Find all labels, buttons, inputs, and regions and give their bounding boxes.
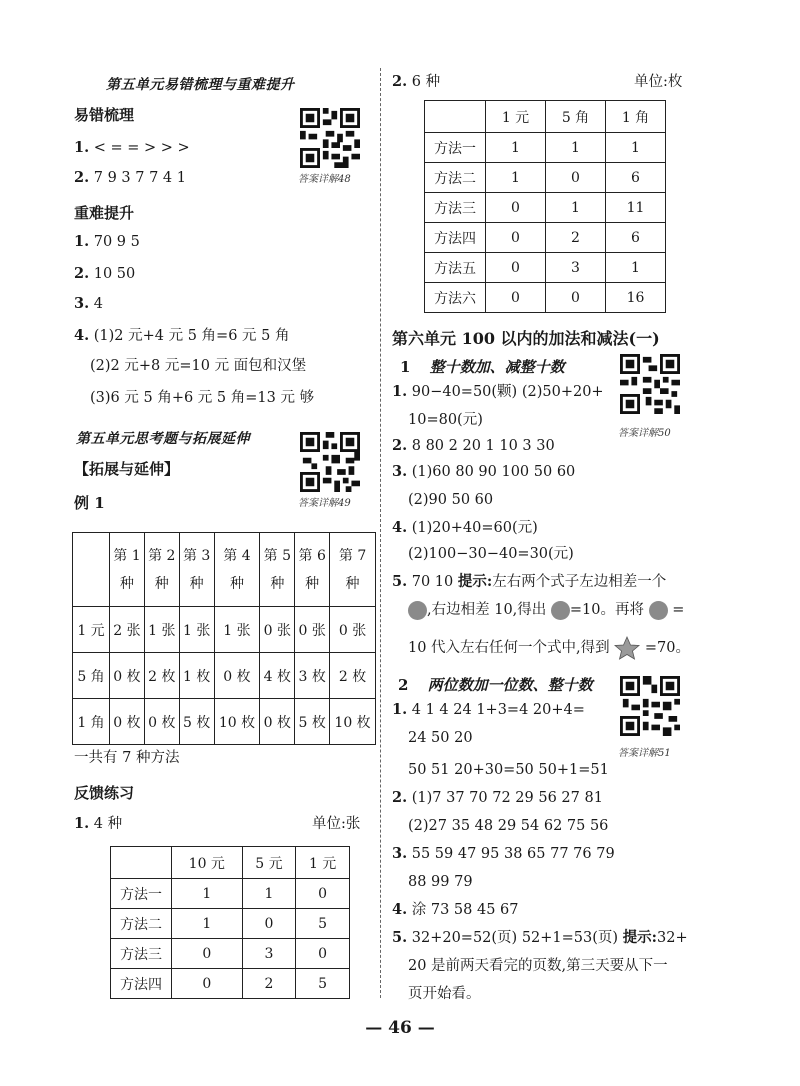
row-label: 方法一 (425, 133, 486, 163)
table-cell: 1 (606, 133, 666, 163)
table-cell: 1 张 (144, 607, 179, 653)
table-cell: 1 (486, 133, 546, 163)
table-header-row (425, 101, 666, 133)
feedback-answer-1: 1. 4 种 (74, 815, 123, 832)
table-corner-cell (111, 847, 172, 879)
table-header-cell: 第 3 种 (179, 533, 214, 607)
qr-code-49[interactable] (300, 432, 360, 492)
row-label: 方法三 (425, 193, 486, 223)
lesson1-answer-3a: 3. (1)60 80 90 100 50 60 (392, 463, 576, 480)
table-cell: 11 (606, 193, 666, 223)
table-cell: 0 枚 (214, 653, 260, 699)
table-header-cell: 1 元 (486, 101, 546, 133)
lesson1-answer-4a: 4. (1)20+40=60(元) (392, 519, 538, 536)
feedback-unit: 单位:张 (312, 816, 361, 832)
table-header-cell: 第 2 种 (144, 533, 179, 607)
table-row (111, 879, 350, 909)
table-cell: 1 (172, 909, 243, 939)
table-cell: 0 (172, 939, 243, 969)
table-cell: 3 (242, 939, 296, 969)
lesson2-answer-5b: 20 是前两天看完的页数,第三天要从下一 (408, 958, 668, 974)
hard-answer-4b: (2)2 元+8 元=10 元 面包和汉堡 (90, 358, 307, 374)
table-header-row (73, 533, 376, 607)
table-row (111, 909, 350, 939)
table-cell: 0 (486, 193, 546, 223)
section-title-unit5-errors: 第五单元易错梳理与重难提升 (106, 77, 295, 93)
lesson2-answer-2b: (2)27 35 48 29 54 62 75 56 (408, 818, 609, 834)
qr-code-51[interactable] (620, 676, 680, 736)
table-cell: 0 (296, 879, 350, 909)
table-cell: 0 (486, 253, 546, 283)
table-header-row (111, 847, 350, 879)
table-header-cell: 第 5 种 (260, 533, 295, 607)
table-cell: 6 (606, 223, 666, 253)
table-row (425, 283, 666, 313)
lesson1-answer-5a: 5. 70 10 提示:左右两个式子左边相差一个 (392, 573, 667, 590)
table-cell: 0 张 (295, 607, 330, 653)
table-cell: 1 (242, 879, 296, 909)
table-row (425, 223, 666, 253)
lesson2-answer-2a: 2. (1)7 37 70 72 29 56 27 81 (392, 789, 603, 806)
row-label: 方法一 (111, 879, 172, 909)
table-cell: 1 张 (179, 607, 214, 653)
table-cell: 4 枚 (260, 653, 295, 699)
table-cell: 0 枚 (110, 699, 145, 745)
lesson2-answer-5c: 页开始看。 (408, 986, 481, 1002)
table-header-cell: 1 角 (606, 101, 666, 133)
table-row (73, 653, 376, 699)
row-label: 1 元 (73, 607, 110, 653)
table-header-cell: 第 7 种 (330, 533, 376, 607)
right-unit: 单位:枚 (634, 74, 683, 90)
table-cell: 5 (296, 969, 350, 999)
heading-error-review: 易错梳理 (74, 106, 135, 124)
heading-feedback: 反馈练习 (74, 784, 135, 802)
table-cell: 0 张 (260, 607, 295, 653)
table-row (425, 133, 666, 163)
table-cell: 1 张 (214, 607, 260, 653)
table-cell: 2 枚 (144, 653, 179, 699)
lesson2-answer-1a: 1. 4 1 4 24 1+3=4 20+4= (392, 701, 585, 718)
table-cell: 0 (546, 283, 606, 313)
lesson2-answer-1c: 50 51 20+30=50 50+1=51 (408, 762, 609, 778)
row-label: 5 角 (73, 653, 110, 699)
table-cell: 0 张 (330, 607, 376, 653)
table-cell: 1 (606, 253, 666, 283)
table-cell: 5 (296, 909, 350, 939)
lesson2-answer-3b: 88 99 79 (408, 874, 473, 890)
table-cell: 10 枚 (214, 699, 260, 745)
table-cell: 1 (172, 879, 243, 909)
table-header-cell: 1 元 (296, 847, 350, 879)
table-cell: 0 枚 (144, 699, 179, 745)
table-row (73, 699, 376, 745)
table-cell: 1 (486, 163, 546, 193)
table-cell: 1 枚 (179, 653, 214, 699)
hard-answer-4c: (3)6 元 5 角+6 元 5 角=13 元 够 (90, 390, 315, 406)
table-cell: 2 (242, 969, 296, 999)
unit6-title: 第六单元 100 以内的加法和减法(一) (392, 329, 660, 348)
qr-caption-49: 答案详解49 (298, 498, 351, 509)
table-header-cell: 第 1 种 (110, 533, 145, 607)
page-number: — 46 — (365, 1018, 435, 1038)
table-cell: 0 枚 (260, 699, 295, 745)
table-cell: 0 (242, 909, 296, 939)
qr-caption-51: 答案详解51 (618, 748, 671, 759)
table-cell: 0 (546, 163, 606, 193)
table-cell: 2 (546, 223, 606, 253)
table-cell: 0 (486, 283, 546, 313)
table-cell: 0 (172, 969, 243, 999)
table-header-cell: 第 6 种 (295, 533, 330, 607)
table-cell: 1 (546, 133, 606, 163)
hard-answer-3: 3. 4 (74, 295, 103, 312)
table-cell: 6 (606, 163, 666, 193)
table-cell: 0 枚 (110, 653, 145, 699)
table-cell: 5 枚 (179, 699, 214, 745)
lesson1-answer-1a: 1. 90−40=50(颗) (2)50+20+ (392, 383, 604, 400)
row-label: 1 角 (73, 699, 110, 745)
table-cell: 0 (486, 223, 546, 253)
lesson1-answer-1b: 10=80(元) (408, 412, 483, 428)
example-table (72, 532, 376, 745)
qr-caption-48: 答案详解48 (298, 174, 351, 185)
gray-circle-icon (408, 601, 427, 620)
row-label: 方法四 (111, 969, 172, 999)
table-row (425, 253, 666, 283)
hard-answer-2: 2. 10 50 (74, 265, 136, 282)
star-icon (614, 636, 640, 660)
heading-extension: 【拓展与延伸】 (74, 460, 180, 478)
table-cell: 10 枚 (330, 699, 376, 745)
table-header-cell: 10 元 (172, 847, 243, 879)
table-header-cell: 5 元 (242, 847, 296, 879)
table-cell: 2 张 (110, 607, 145, 653)
lesson2-answer-1b: 24 50 20 (408, 730, 473, 746)
hard-answer-1: 1. 70 9 5 (74, 233, 140, 250)
table-row (111, 939, 350, 969)
row-label: 方法二 (425, 163, 486, 193)
lesson2-answer-5a: 5. 32+20=52(页) 52+1=53(页) 提示:32+ (392, 929, 688, 946)
table-row (425, 193, 666, 223)
section-title-unit5-extension: 第五单元思考题与拓展延伸 (76, 431, 250, 447)
table-cell: 0 (296, 939, 350, 969)
table-header-cell: 第 4 种 (214, 533, 260, 607)
row-label: 方法四 (425, 223, 486, 253)
table-row (425, 163, 666, 193)
lesson2-answer-4: 4. 涂 73 58 45 67 (392, 901, 519, 918)
lesson1-answer-5b: ,右边相差 10,得出 =10。再将 = (408, 600, 684, 620)
qr-code-48[interactable] (300, 108, 360, 168)
gray-circle-icon (649, 601, 668, 620)
table-row (73, 607, 376, 653)
table-corner-cell (73, 533, 110, 607)
table-cell: 2 枚 (330, 653, 376, 699)
row-label: 方法三 (111, 939, 172, 969)
lesson1-answer-4b: (2)100−30−40=30(元) (408, 546, 574, 562)
row-label: 方法五 (425, 253, 486, 283)
table-cell: 16 (606, 283, 666, 313)
lesson2-title: 2 两位数加一位数、整十数 (398, 676, 593, 694)
heading-hard-points: 重难提升 (74, 204, 135, 222)
error-answer-1: 1. < = = > > > (74, 139, 190, 156)
table-cell: 3 (546, 253, 606, 283)
lesson1-answer-2: 2. 8 80 2 20 1 10 3 30 (392, 437, 555, 454)
hard-answer-4a: 4. (1)2 元+4 元 5 角=6 元 5 角 (74, 327, 290, 344)
table-cell: 5 枚 (295, 699, 330, 745)
lesson2-answer-3a: 3. 55 59 47 95 38 65 77 76 79 (392, 845, 615, 862)
qr-code-50[interactable] (620, 354, 680, 414)
row-label: 方法二 (111, 909, 172, 939)
right-answer-2: 2. 6 种 (392, 73, 441, 90)
feedback-table (110, 846, 350, 999)
table-cell: 3 枚 (295, 653, 330, 699)
example-label: 例 1 (74, 494, 105, 512)
table-row (111, 969, 350, 999)
table-cell: 1 (546, 193, 606, 223)
lesson1-title: 1 整十数加、减整十数 (400, 358, 565, 376)
coin-table (424, 100, 666, 313)
lesson1-answer-3b: (2)90 50 60 (408, 492, 494, 508)
total-methods: 一共有 7 种方法 (74, 750, 180, 766)
table-header-cell: 5 角 (546, 101, 606, 133)
lesson1-answer-5c: 10 代入左右任何一个式中,得到 =70。 (408, 636, 690, 660)
error-answer-2: 2. 7 9 3 7 7 4 1 (74, 169, 186, 186)
row-label: 方法六 (425, 283, 486, 313)
gray-circle-icon (551, 601, 570, 620)
column-divider (380, 68, 381, 998)
table-corner-cell (425, 101, 486, 133)
qr-caption-50: 答案详解50 (618, 428, 671, 439)
